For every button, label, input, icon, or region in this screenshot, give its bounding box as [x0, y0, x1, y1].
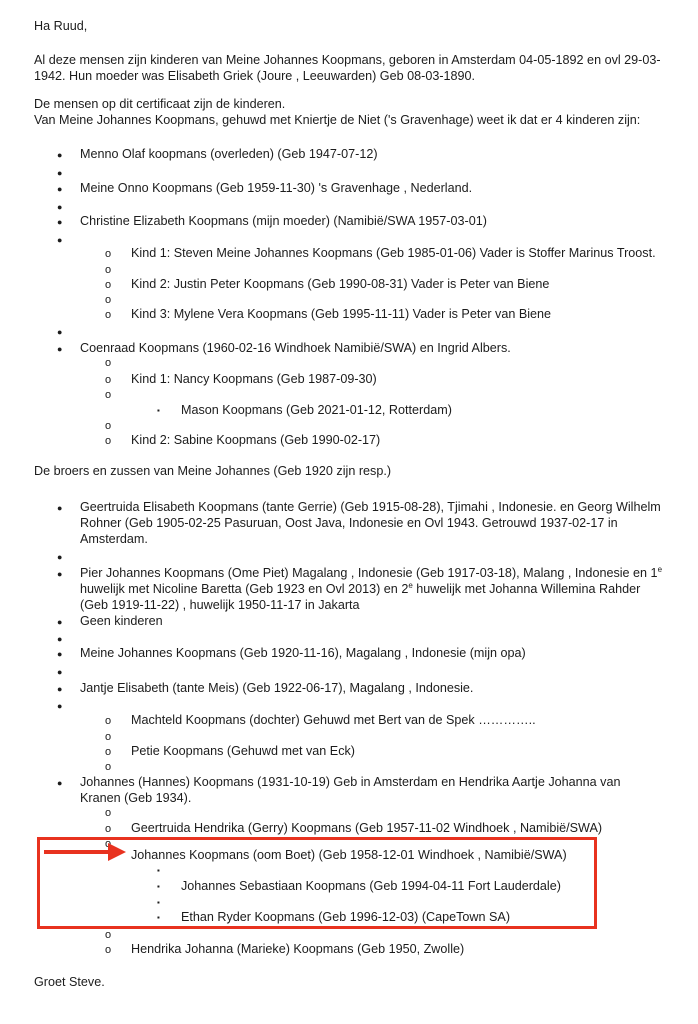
arrow-head-icon [108, 843, 126, 861]
bullet-disc: ● [57, 217, 63, 227]
bullet-circle: o [105, 838, 112, 850]
bullet-square: ▪ [157, 882, 160, 891]
bullet-disc: ● [57, 168, 63, 178]
list-item-pier-line-2: huwelijk met Nicoline Baretta (Geb 1923 en Ovl 2013) en 2e huwelijk met Johanna Willemina Rahder [80, 580, 641, 596]
list-item-kind-justin: Kind 2: Justin Peter Koopmans (Geb 1990-08-31) Vader is Peter van Biene [131, 277, 550, 291]
list-item-geertruida-line-3: Amsterdam. [80, 532, 148, 546]
bullet-circle: o [105, 357, 112, 369]
list-item-meine-johannes: Meine Johannes Koopmans (Geb 1920-11-16), Magalang , Indonesie (mijn opa) [80, 646, 526, 660]
bullet-circle: o [105, 731, 112, 743]
list-item-pier-line-3: (Geb 1919-11-22) , huwelijk 1950-11-17 in Jakarta [80, 598, 360, 612]
list-item-pier-line-1: Pier Johannes Koopmans (Ome Piet) Magalang , Indonesie (Geb 1917-03-18), Malang , Indonesie en 1e [80, 564, 663, 580]
bullet-circle: o [105, 944, 112, 956]
bullet-disc: ● [57, 634, 63, 644]
bullet-circle: o [105, 279, 112, 291]
list-item-geertruida-line-2: Rohner (Geb 1905-02-25 Pasuruan, Oost Java, Indonesie en Ovl 1943. Getrouwd 1937-02-17 in [80, 516, 618, 530]
bullet-square: ▪ [157, 866, 160, 875]
list-item-petie: Petie Koopmans (Gehuwd met van Eck) [131, 744, 355, 758]
list-item-mason: Mason Koopmans (Geb 2021-01-12, Rotterdam) [181, 403, 452, 417]
bullet-square: ▪ [157, 898, 160, 907]
bullet-disc: ● [57, 617, 63, 627]
bullet-disc: ● [57, 778, 63, 788]
list-item-gerry: Geertruida Hendrika (Gerry) Koopmans (Geb 1957-11-02 Windhoek , Namibië/SWA) [131, 821, 603, 835]
bullet-circle: o [105, 823, 112, 835]
bullet-disc: ● [57, 344, 63, 354]
bullet-circle: o [105, 374, 112, 386]
bullet-disc: ● [57, 503, 63, 513]
greeting: Ha Ruud, [34, 19, 88, 33]
bullet-circle: o [105, 929, 112, 941]
bullet-circle: o [105, 761, 112, 773]
bullet-disc: ● [57, 684, 63, 694]
bullet-circle: o [105, 715, 112, 727]
list-item-oom-boet: Johannes Koopmans (oom Boet) (Geb 1958-12-01 Windhoek , Namibië/SWA) [131, 848, 567, 862]
list-item-johannes-hannes-line-1: Johannes (Hannes) Koopmans (1931-10-19) Geb in Amsterdam en Hendrika Aartje Johanna van [80, 775, 621, 789]
bullet-disc: ● [57, 569, 63, 579]
bullet-circle: o [105, 264, 112, 276]
list-item-kind-sabine: Kind 2: Sabine Koopmans (Geb 1990-02-17) [131, 433, 381, 447]
bullet-disc: ● [57, 701, 63, 711]
bullet-circle: o [105, 309, 112, 321]
bullet-square: ▪ [157, 913, 160, 922]
list-item-coenraad: Coenraad Koopmans (1960-02-16 Windhoek Namibië/SWA) en Ingrid Albers. [80, 341, 511, 355]
list-item-johannes-hannes-line-2: Kranen (Geb 1934). [80, 791, 192, 805]
list-item-kind-nancy: Kind 1: Nancy Koopmans (Geb 1987-09-30) [131, 372, 377, 386]
list-item-kind-mylene: Kind 3: Mylene Vera Koopmans (Geb 1995-11-11) Vader is Peter van Biene [131, 307, 552, 321]
list-item-christine: Christine Elizabeth Koopmans (mijn moeder) (Namibië/SWA 1957-03-01) [80, 214, 487, 228]
list-item-meine-onno: Meine Onno Koopmans (Geb 1959-11-30) 's Gravenhage , Nederland. [80, 181, 473, 195]
list-item-johannes-sebastiaan: Johannes Sebastiaan Koopmans (Geb 1994-04-11 Fort Lauderdale) [181, 879, 561, 893]
bullet-circle: o [105, 807, 112, 819]
list-item-machteld: Machteld Koopmans (dochter) Gehuwd met Bert van de Spek ………….. [131, 713, 536, 727]
intro-line-2: 1942. Hun moeder was Elisabeth Griek (Joure , Leeuwarden) Geb 08-03-1890. [34, 69, 476, 83]
bullet-circle: o [105, 294, 112, 306]
section-1-line-1: De mensen op dit certificaat zijn de kinderen. [34, 97, 286, 111]
bullet-circle: o [105, 435, 112, 447]
arrow-line [44, 850, 114, 854]
list-item-geertruida-line-1: Geertruida Elisabeth Koopmans (tante Gerrie) (Geb 1915-08-28), Tjimahi , Indonesie. en Georg Wilhelm [80, 500, 661, 514]
bullet-circle: o [105, 746, 112, 758]
bullet-circle: o [105, 420, 112, 432]
intro-line-1: Al deze mensen zijn kinderen van Meine Johannes Koopmans, geboren in Amsterdam 04-05-1892 en ovl 29-03- [34, 53, 661, 67]
list-item-kind-steven: Kind 1: Steven Meine Johannes Koopmans (Geb 1985-01-06) Vader is Stoffer Marinus Troost. [131, 246, 656, 260]
list-item-jantje: Jantje Elisabeth (tante Meis) (Geb 1922-06-17), Magalang , Indonesie. [80, 681, 474, 695]
bullet-circle: o [105, 248, 112, 260]
bullet-disc: ● [57, 150, 63, 160]
list-item-ethan: Ethan Ryder Koopmans (Geb 1996-12-03) (CapeTown SA) [181, 910, 511, 924]
list-item-hendrika: Hendrika Johanna (Marieke) Koopmans (Geb 1950, Zwolle) [131, 942, 465, 956]
bullet-disc: ● [57, 202, 63, 212]
bullet-disc: ● [57, 667, 63, 677]
bullet-disc: ● [57, 235, 63, 245]
list-item-geen-kinderen: Geen kinderen [80, 614, 163, 628]
list-item-menno: Menno Olaf koopmans (overleden) (Geb 1947-07-12) [80, 147, 378, 161]
bullet-disc: ● [57, 552, 63, 562]
section-2-heading: De broers en zussen van Meine Johannes (Geb 1920 zijn resp.) [34, 464, 392, 478]
bullet-disc: ● [57, 184, 63, 194]
bullet-circle: o [105, 389, 112, 401]
bullet-disc: ● [57, 327, 63, 337]
bullet-square: ▪ [157, 406, 160, 415]
bullet-disc: ● [57, 649, 63, 659]
closing: Groet Steve. [34, 975, 105, 989]
section-1-line-2: Van Meine Johannes Koopmans, gehuwd met Kniertje de Niet ('s Gravenhage) weet ik dat er 4 kinderen zijn: [34, 113, 641, 127]
